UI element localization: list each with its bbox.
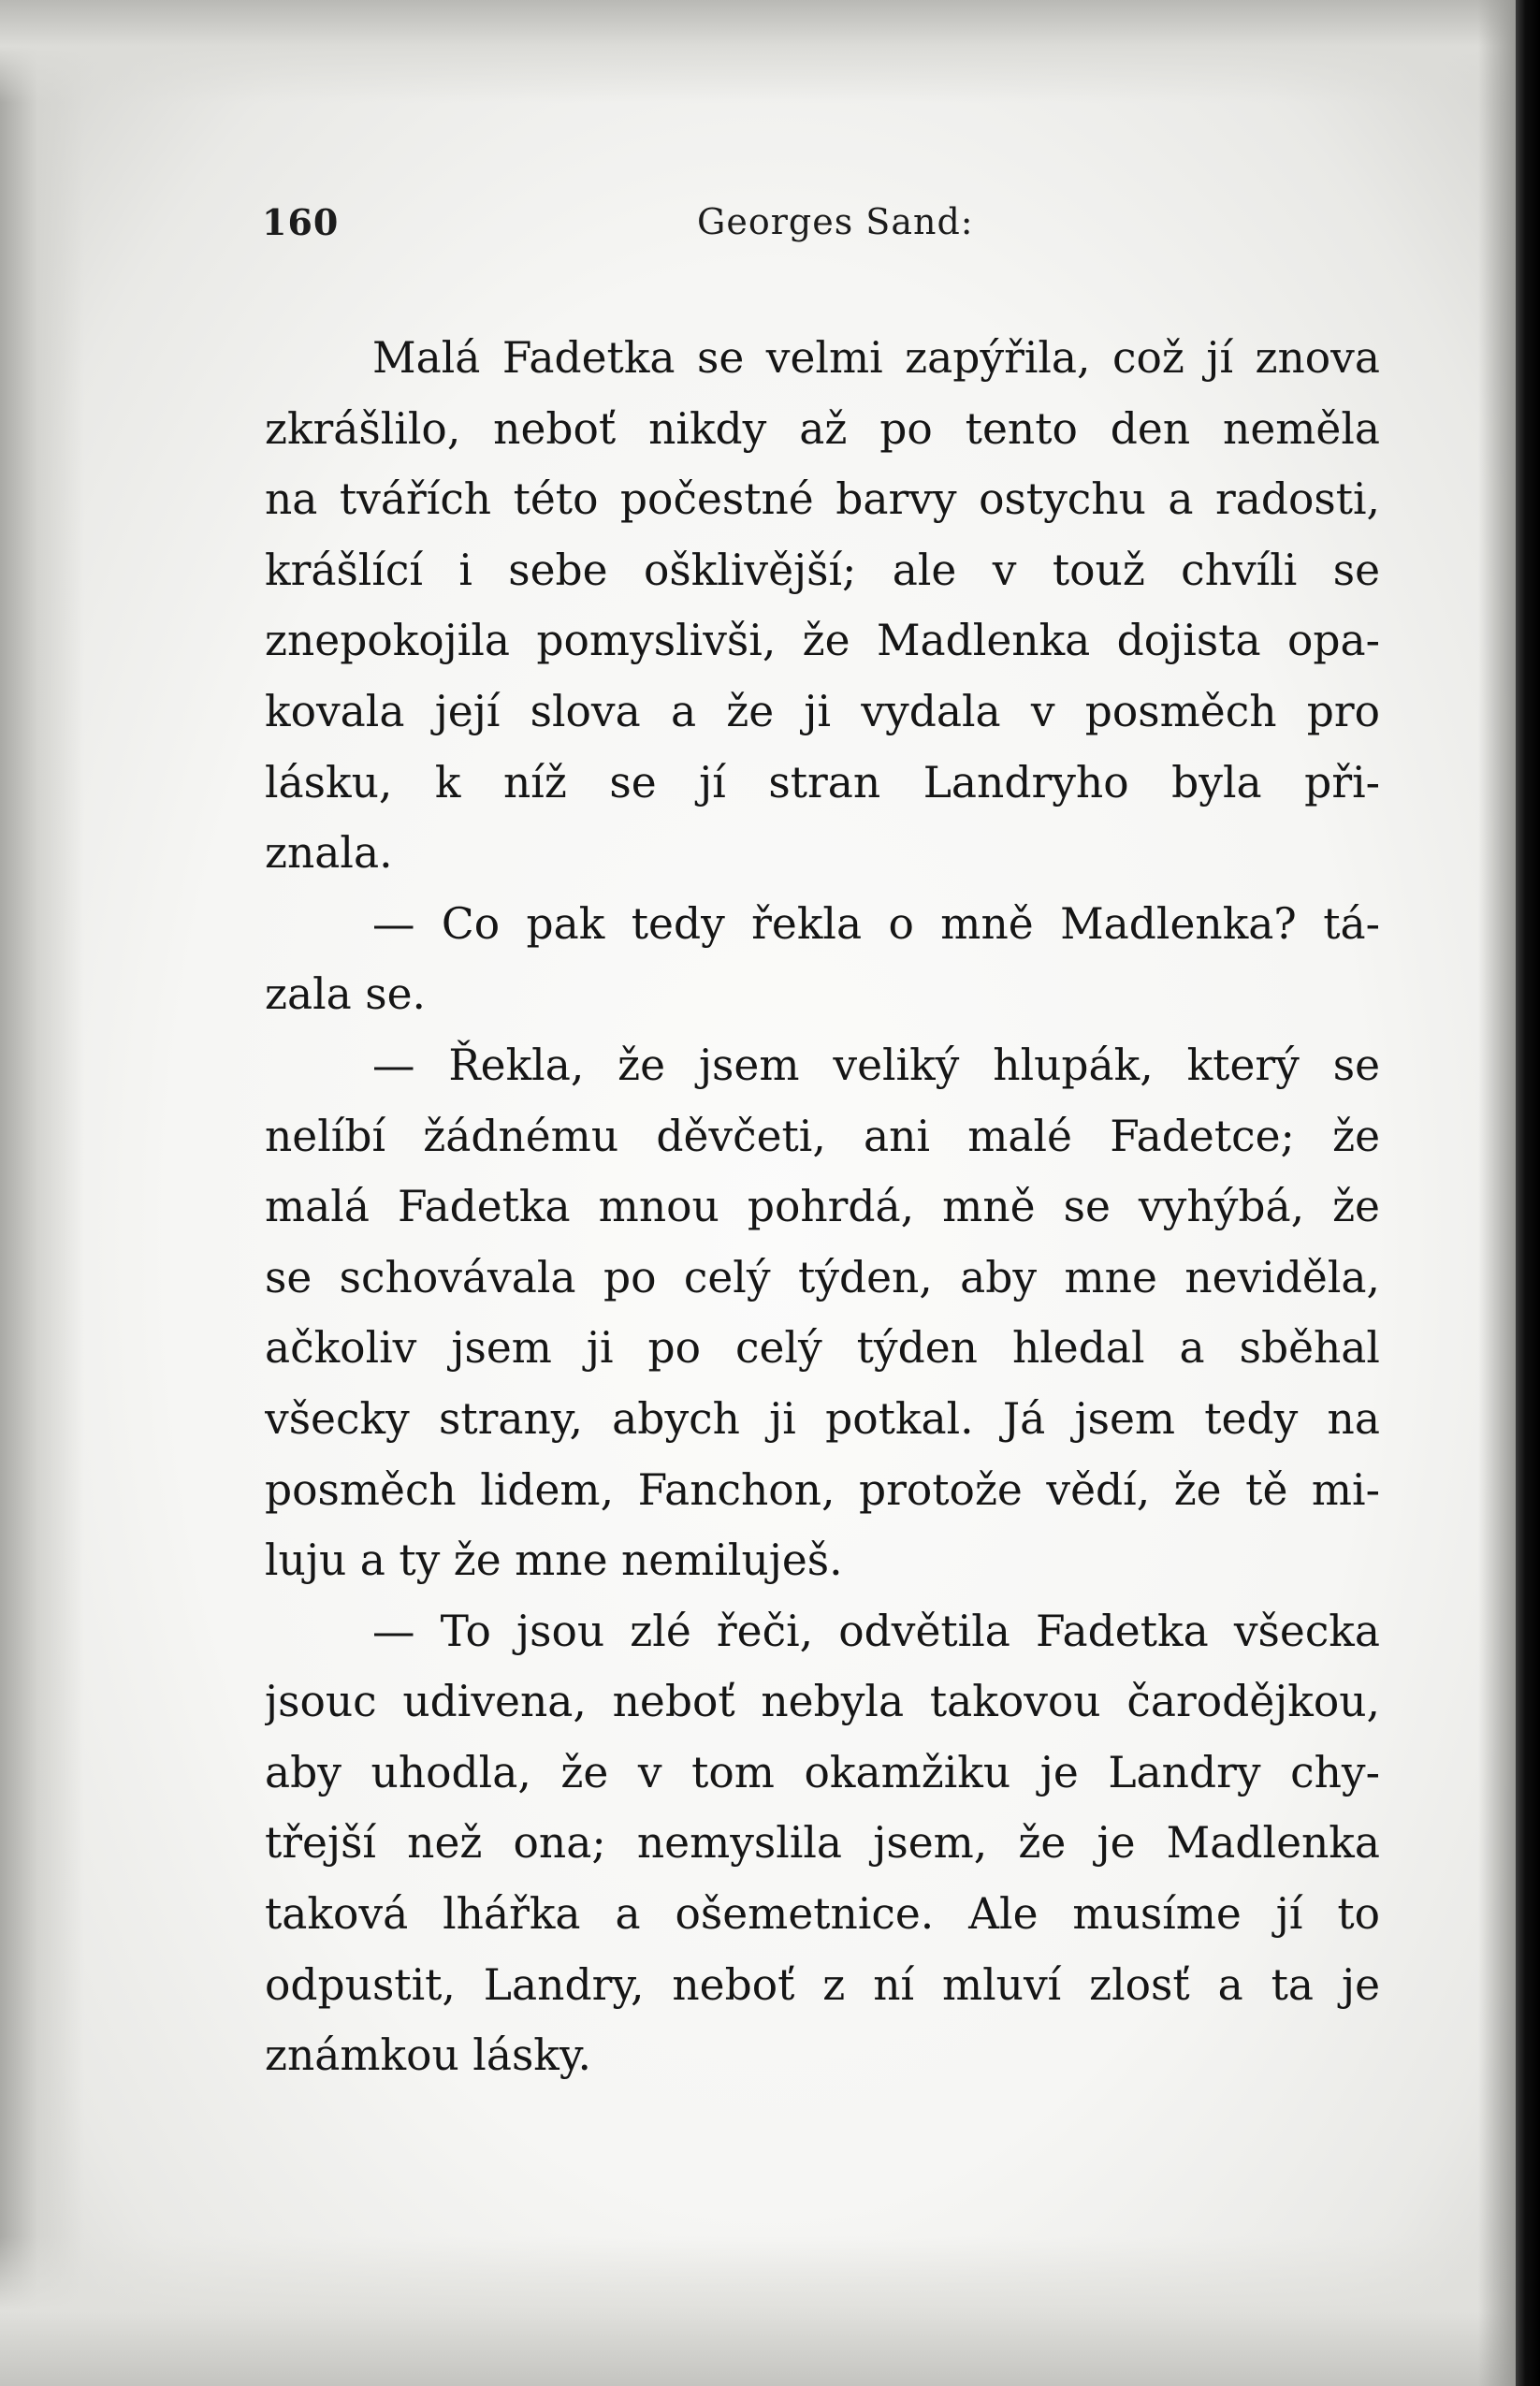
- book-binding-edge: [1516, 0, 1540, 2386]
- text-line: znepokojila pomyslivši, že Madlenka dojista opa-: [265, 616, 1380, 666]
- text-line: ačkoliv jsem ji po celý týden hledal a sběhal: [265, 1323, 1380, 1374]
- text-line: znala.: [265, 828, 393, 879]
- text-line: třejší než ona; nemyslila jsem, že je Madlenka: [265, 1818, 1380, 1869]
- page-edge-shadow-left: [0, 0, 84, 2386]
- text-line: malá Fadetka mnou pohrdá, mně se vyhýbá, že: [265, 1182, 1380, 1232]
- text-line: všecky strany, abych ji potkal. Já jsem tedy na: [265, 1393, 1380, 1444]
- text-line: — Co pak tedy řekla o mně Madlenka? tá-: [372, 898, 1380, 949]
- text-line: lásku, k níž se jí stran Landryho byla při-: [265, 757, 1380, 807]
- text-line: se schovávala po celý týden, aby mne neviděla,: [265, 1252, 1380, 1302]
- page-header: [262, 201, 1380, 257]
- text-line: jsouc udivena, neboť nebyla takovou čarodějkou,: [265, 1677, 1380, 1727]
- text-line: odpustit, Landry, neboť z ní mluví zlosť a ta je: [265, 1959, 1380, 2010]
- binding-shadow: [1478, 0, 1516, 2386]
- text-line: zala se.: [265, 969, 426, 1020]
- text-line: kovala její slova a že ji vydala v posměch pro: [265, 686, 1380, 736]
- page-edge-shadow-top: [0, 0, 1540, 103]
- running-head: Georges Sand:: [697, 201, 974, 242]
- text-line: luju a ty že mne nemiluješ.: [265, 1535, 843, 1586]
- text-line: — To jsou zlé řeči, odvětila Fadetka všecka: [372, 1606, 1380, 1656]
- page-number: 160: [262, 201, 340, 243]
- text-line: — Řekla, že jsem veliký hlupák, který se: [372, 1040, 1380, 1090]
- text-line: na tvářích této počestné barvy ostychu a radosti,: [265, 474, 1380, 525]
- text-line: krášlící i sebe ošklivější; ale v touž chvíli se: [265, 545, 1380, 595]
- text-line: posměch lidem, Fanchon, protože vědí, že tě mi-: [265, 1464, 1380, 1515]
- text-line: taková lhářka a ošemetnice. Ale musíme jí to: [265, 1889, 1380, 1940]
- text-line: zkrášlilo, neboť nikdy až po tento den neměla: [265, 403, 1380, 454]
- page-edge-shadow-bottom: [0, 2236, 1540, 2386]
- text-line: nelíbí žádnému děvčeti, ani malé Fadetce; že: [265, 1111, 1380, 1161]
- body-text: [265, 323, 1380, 2091]
- text-line: Malá Fadetka se velmi zapýřila, což jí znova: [372, 333, 1380, 383]
- text-line: známkou lásky.: [265, 2030, 592, 2081]
- text-line: aby uhodla, že v tom okamžiku je Landry chy-: [265, 1747, 1380, 1797]
